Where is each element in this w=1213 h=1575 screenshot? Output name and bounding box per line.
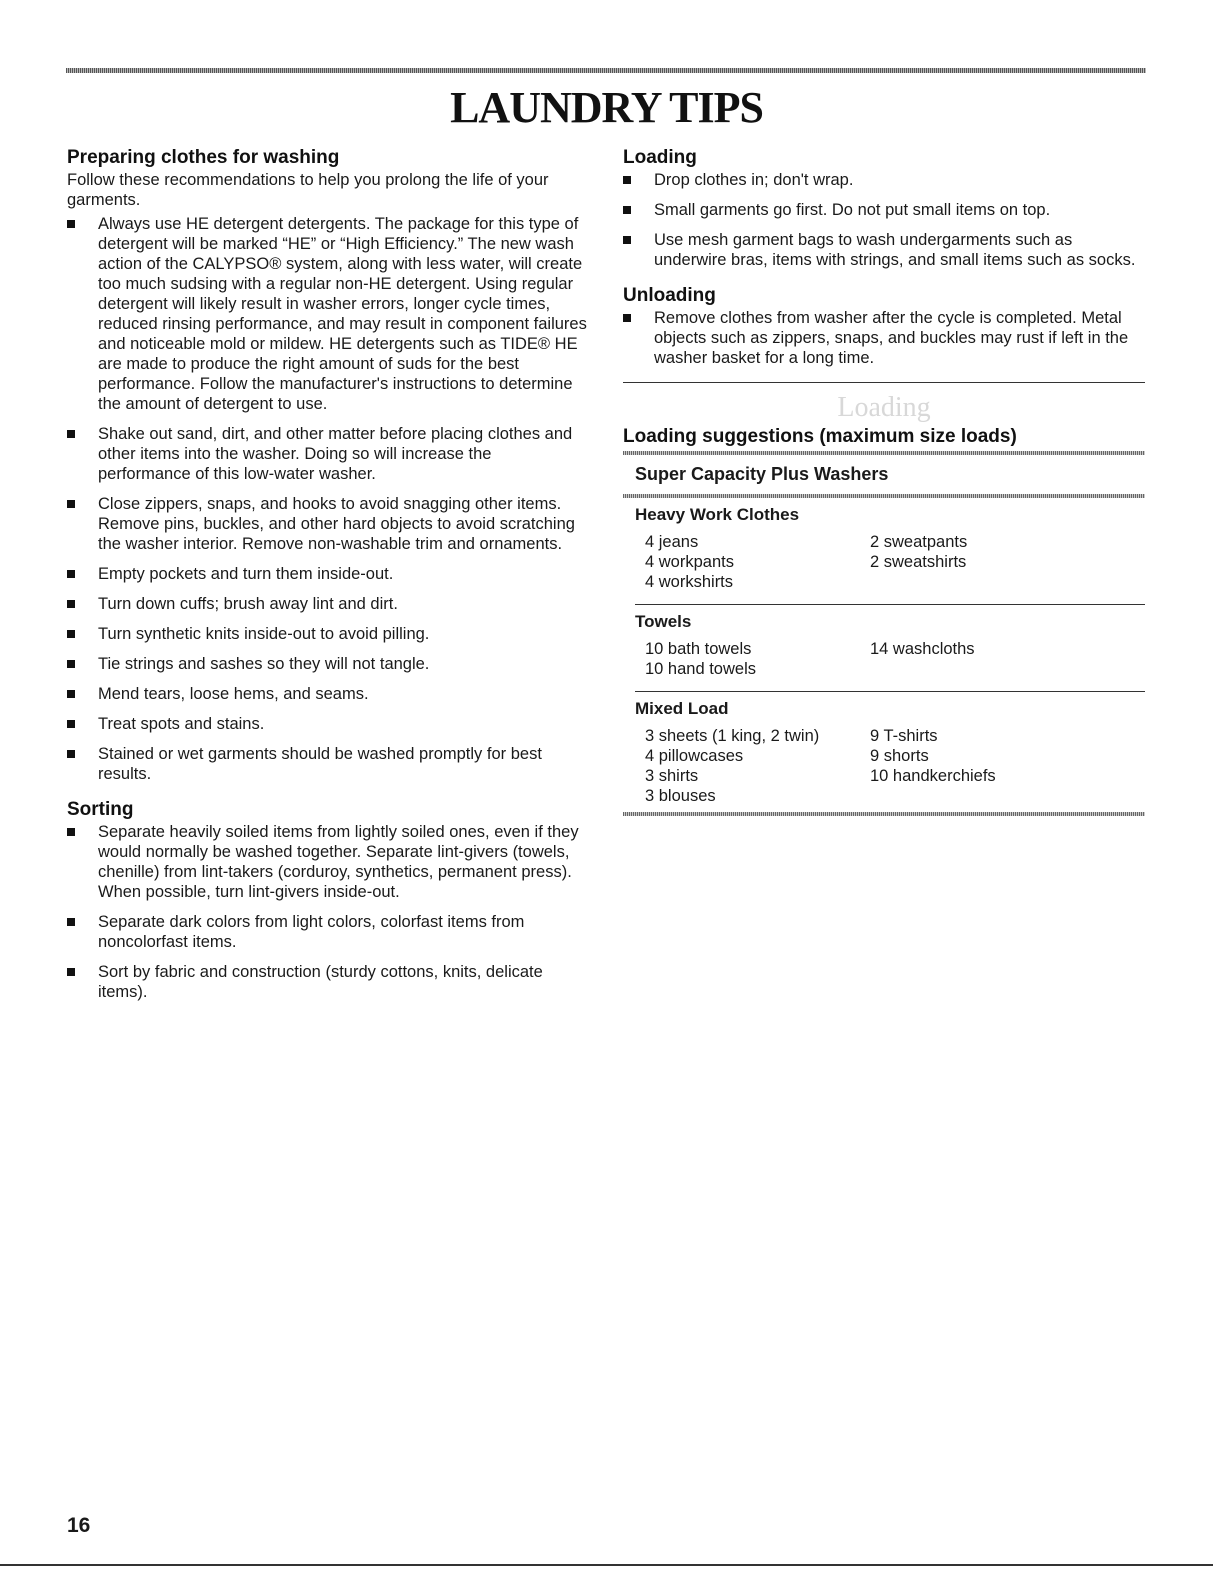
list-item: Close zippers, snaps, and hooks to avoid snagging other items. Remove pins, buckles, and other hard objects to avoid scratching the washer interior. Remove non-washable trim and ornaments. <box>67 494 587 554</box>
load-item: 4 jeans <box>645 533 699 551</box>
bottom-rule <box>0 1564 1213 1566</box>
list-item: Treat spots and stains. <box>67 714 587 734</box>
left-column <box>67 146 587 1012</box>
list-item: Remove clothes from washer after the cycle is completed. Metal objects such as zippers, snaps, and buckles may rust if left in the washer basket for a long time. <box>623 308 1145 368</box>
category-title: Heavy Work Clothes <box>635 505 800 524</box>
preparing-heading: Preparing clothes for washing <box>67 147 340 168</box>
list-item: Turn down cuffs; brush away lint and dirt. <box>67 594 587 614</box>
bullet-square-icon <box>623 206 631 214</box>
list-item: Empty pockets and turn them inside-out. <box>67 564 587 584</box>
load-item: 10 bath towels <box>645 640 752 658</box>
list-item: Small garments go first. Do not put small items on top. <box>623 200 1145 220</box>
suggestions-heading: Loading suggestions (maximum size loads) <box>623 426 1017 447</box>
section-divider <box>623 382 1145 383</box>
sorting-list <box>67 822 587 1002</box>
bullet-square-icon <box>67 720 75 728</box>
load-item: 9 T-shirts <box>870 727 938 745</box>
load-item: 3 sheets (1 king, 2 twin) <box>645 727 820 745</box>
bullet-square-icon <box>67 600 75 608</box>
unloading-heading: Unloading <box>623 285 716 306</box>
list-item: Sort by fabric and construction (sturdy cottons, knits, delicate items). <box>67 962 587 1002</box>
load-item: 3 shirts <box>645 767 699 785</box>
unloading-list <box>623 308 1145 368</box>
bullet-square-icon <box>67 750 75 758</box>
load-item: 3 blouses <box>645 787 716 805</box>
bullet-square-icon <box>67 630 75 638</box>
bullet-square-icon <box>67 660 75 668</box>
category-title: Mixed Load <box>635 699 729 718</box>
dotted-rule <box>623 812 1145 816</box>
bullet-square-icon <box>67 430 75 438</box>
preparing-intro: Follow these recommendations to help you prolong the life of your garments. <box>67 171 549 209</box>
load-item: 4 workpants <box>645 553 734 571</box>
load-item: 9 shorts <box>870 747 929 765</box>
bullet-square-icon <box>67 828 75 836</box>
bullet-square-icon <box>623 176 631 184</box>
load-item: 10 handkerchiefs <box>870 767 996 785</box>
load-category-mixed-load <box>635 692 1145 806</box>
bullet-square-icon <box>67 918 75 926</box>
load-item: 4 pillowcases <box>645 747 744 765</box>
list-item: Tie strings and sashes so they will not tangle. <box>67 654 587 674</box>
list-item: Turn synthetic knits inside-out to avoid pilling. <box>67 624 587 644</box>
dotted-rule <box>623 451 1145 455</box>
loading-heading: Loading <box>623 147 697 168</box>
list-item: Use mesh garment bags to wash undergarments such as underwire bras, items with strings, and small items such as socks. <box>623 230 1145 270</box>
bullet-square-icon <box>67 690 75 698</box>
loading-list <box>623 170 1145 270</box>
list-item: Always use HE detergent detergents. The package for this type of detergent will be marked “HE” or “High Efficiency.” The new wash action of the CALYPSO® system, along with less water, will create too much sudsing with a regular non-HE detergent. Using regular detergent will likely result in washer errors, longer cycle times, reduced rinsing performance, and may result in component failures and noticeable mold or mildew. HE detergents such as TIDE® HE are made to produce the right amount of suds for the best performance. Follow the manufacturer's instructions to determine the amount of detergent to use. <box>67 214 587 414</box>
list-item: Shake out sand, dirt, and other matter before placing clothes and other items into the washer. Doing so will increase the performance of this low-water washer. <box>67 424 587 484</box>
load-item: 10 hand towels <box>645 660 756 678</box>
load-category-towels <box>635 605 1145 692</box>
suggestions-subheading: Super Capacity Plus Washers <box>635 464 889 484</box>
load-category-heavy-work-clothes <box>635 498 1145 605</box>
bullet-square-icon <box>623 236 631 244</box>
page-number: 16 <box>67 1514 91 1537</box>
category-title: Towels <box>635 612 692 631</box>
top-decorative-rule <box>66 68 1146 73</box>
load-item: 2 sweatshirts <box>870 553 967 571</box>
loading-watermark: Loading <box>837 392 931 423</box>
load-item: 2 sweatpants <box>870 533 968 551</box>
bullet-square-icon <box>67 570 75 578</box>
load-item: 4 workshirts <box>645 573 734 591</box>
sorting-heading: Sorting <box>67 799 134 820</box>
bullet-square-icon <box>67 968 75 976</box>
bullet-square-icon <box>67 220 75 228</box>
right-column <box>623 146 1145 816</box>
load-item: 14 washcloths <box>870 640 975 658</box>
bullet-square-icon <box>623 314 631 322</box>
list-item: Drop clothes in; don't wrap. <box>623 170 1145 190</box>
list-item: Separate dark colors from light colors, colorfast items from noncolorfast items. <box>67 912 587 952</box>
page-title: LAUNDRY TIPS <box>450 83 763 132</box>
preparing-list <box>67 214 587 784</box>
list-item: Stained or wet garments should be washed promptly for best results. <box>67 744 587 784</box>
bullet-square-icon <box>67 500 75 508</box>
list-item: Mend tears, loose hems, and seams. <box>67 684 587 704</box>
list-item: Separate heavily soiled items from lightly soiled ones, even if they would normally be washed together. Separate lint-givers (towels, chenille) from lint-takers (corduroy, synthetics, permanent press). When possible, turn lint-givers inside-out. <box>67 822 587 902</box>
